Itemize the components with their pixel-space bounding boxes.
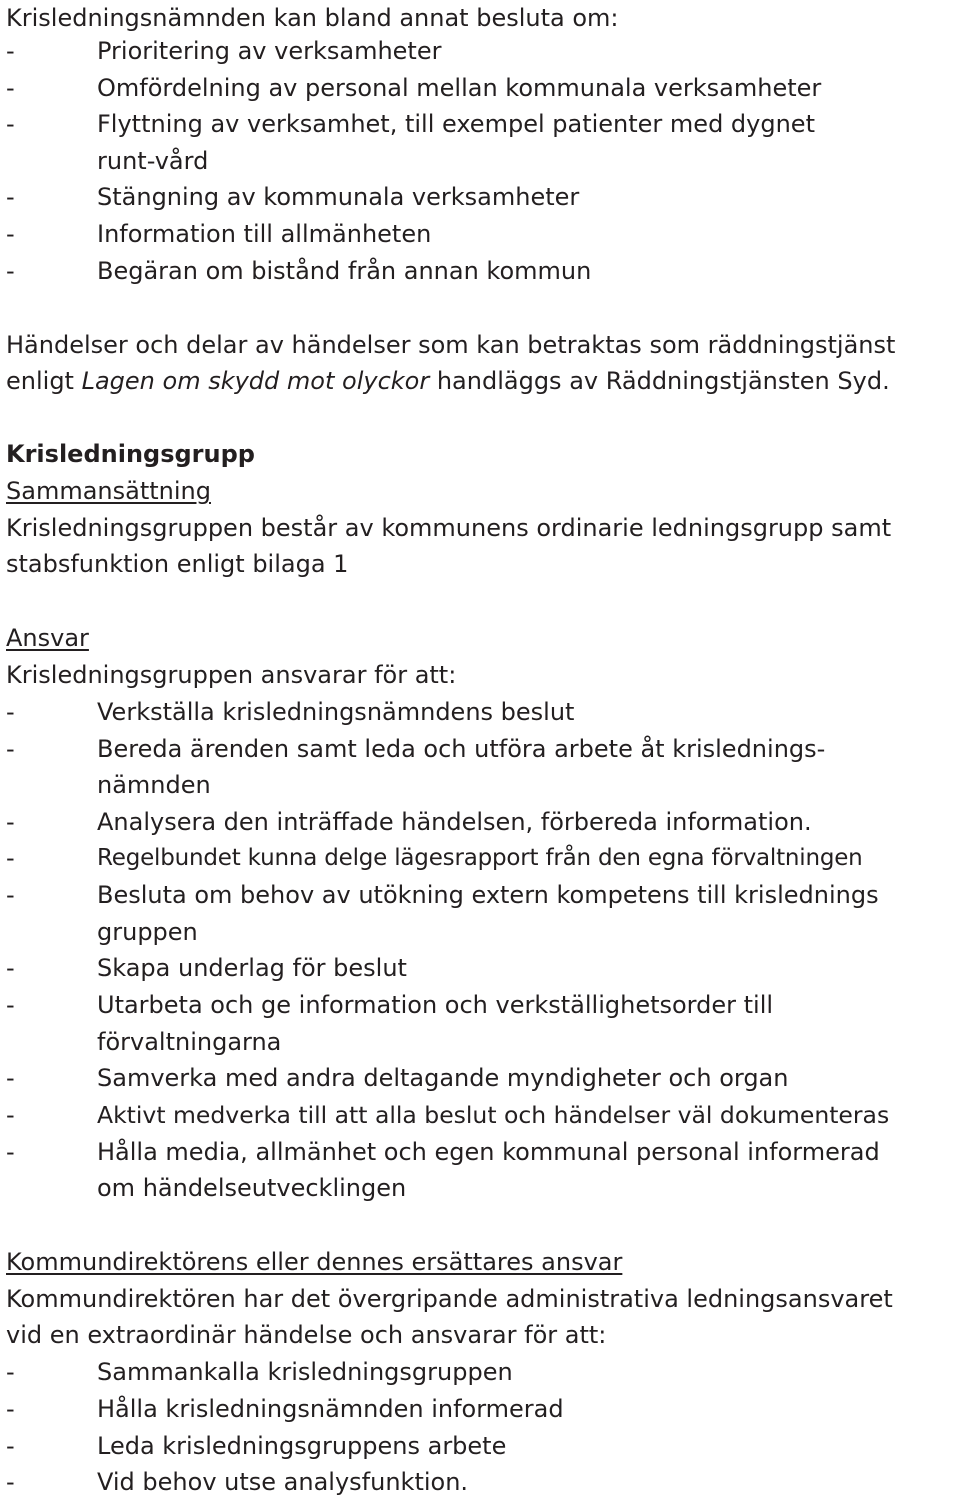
list-item-text: Besluta om behov av utökning extern kompetens till krislednings <box>97 881 879 909</box>
list-item-text: Verkställa krisledningsnämndens beslut <box>97 698 575 726</box>
list-item-text: Samverka med andra deltagande myndigheter och organ <box>97 1064 789 1092</box>
list-item <box>0 106 960 143</box>
list-item-continuation <box>0 143 960 180</box>
subheading-sammansattning: Sammansättning <box>6 477 211 505</box>
list-item <box>0 1097 960 1134</box>
list-item <box>0 1464 960 1501</box>
list-item-text: Hålla krisledningsnämnden informerad <box>97 1395 564 1423</box>
list-dash: - <box>6 881 15 909</box>
text-span: enligt <box>6 367 82 395</box>
list-item <box>0 694 960 731</box>
law-title: Lagen om skydd mot olyckor <box>81 367 430 395</box>
list-item <box>0 731 960 768</box>
list-item <box>0 1060 960 1097</box>
list-dash: - <box>6 954 15 982</box>
list-item-text: Begäran om bistånd från annan kommun <box>97 256 592 285</box>
list-dash: - <box>6 73 15 102</box>
list-dash: - <box>6 807 15 836</box>
list-item-text: Flyttning av verksamhet, till exempel patienter med dygnet <box>97 110 815 138</box>
list-item <box>0 216 960 253</box>
list-item <box>0 987 960 1024</box>
list-item-text: Aktivt medverka till att alla beslut och händelser väl dokumenteras <box>97 1101 890 1129</box>
subheading-kommundirektor: Kommundirektörens eller dennes ersättares ansvar <box>6 1248 623 1276</box>
sammansattning-line1: Krisledningsgruppen består av kommunens ordinarie ledningsgrupp samt <box>6 514 892 542</box>
ansvar-lead: Krisledningsgruppen ansvarar för att: <box>6 661 457 689</box>
list-item <box>0 1134 960 1171</box>
list-item-text: Bereda ärenden samt leda och utföra arbete åt krislednings- <box>97 734 826 763</box>
kommundirektor-line1: Kommundirektören har det övergripande administrativa ledningsansvaret <box>6 1285 893 1313</box>
list-item-text: förvaltningarna <box>97 1027 282 1056</box>
list-item-continuation <box>0 1170 960 1207</box>
intro-lead: Krisledningsnämnden kan bland annat besluta om: <box>6 4 619 32</box>
list-item-text: nämnden <box>97 771 211 799</box>
subheading-ansvar: Ansvar <box>6 624 89 652</box>
list-item <box>0 840 960 877</box>
list-item-text: gruppen <box>97 917 198 946</box>
list-item-text: om händelseutvecklingen <box>97 1174 407 1202</box>
list-dash: - <box>6 256 15 285</box>
list-dash: - <box>6 220 15 248</box>
list-item-text: Information till allmänheten <box>97 220 432 248</box>
list-dash: - <box>6 183 15 211</box>
list-item-text: Stängning av kommunala verksamheter <box>97 183 580 211</box>
list-dash: - <box>6 1468 15 1496</box>
list-item-text: Analysera den inträffade händelsen, förbereda information. <box>97 807 812 836</box>
sammansattning-line2: stabsfunktion enligt bilaga 1 <box>6 550 349 578</box>
list-dash: - <box>6 1137 15 1166</box>
list-item-text: Leda krisledningsgruppens arbete <box>97 1431 507 1460</box>
list-dash: - <box>6 1395 15 1423</box>
list-item <box>0 950 960 987</box>
section-heading: Krisledningsgrupp <box>6 440 255 468</box>
list-item <box>0 877 960 914</box>
list-item-text: Vid behov utse analysfunktion. <box>97 1468 469 1496</box>
list-item <box>0 70 960 107</box>
list-dash: - <box>6 698 15 726</box>
list-item-text: runt-vård <box>97 146 209 175</box>
list-dash: - <box>6 734 15 763</box>
list-item-continuation <box>0 1024 960 1061</box>
list-item <box>0 1391 960 1428</box>
list-item <box>0 33 960 70</box>
handelser-paragraph-line1: Händelser och delar av händelser som kan betraktas som räddningstjänst <box>6 331 896 359</box>
list-dash: - <box>6 110 15 138</box>
list-item <box>0 804 960 841</box>
list-item-text: Prioritering av verksamheter <box>97 37 442 65</box>
kommundirektor-line2: vid en extraordinär händelse och ansvarar för att: <box>6 1321 607 1349</box>
list-item <box>0 1354 960 1391</box>
list-dash: - <box>6 844 15 872</box>
text-span: handläggs av Räddningstjänsten Syd. <box>429 367 890 395</box>
list-dash: - <box>6 37 15 65</box>
list-dash: - <box>6 1101 15 1129</box>
list-item-continuation <box>0 767 960 804</box>
list-item-text: Utarbeta och ge information och verkställighetsorder till <box>97 991 774 1019</box>
list-item-text: Hålla media, allmänhet och egen kommunal personal informerad <box>97 1137 880 1166</box>
list-item <box>0 253 960 290</box>
list-item-text: Skapa underlag för beslut <box>97 954 407 982</box>
list-dash: - <box>6 1358 15 1386</box>
list-dash: - <box>6 1064 15 1092</box>
handelser-paragraph-line2 <box>6 363 890 400</box>
list-dash: - <box>6 1431 15 1460</box>
list-item <box>0 179 960 216</box>
list-dash: - <box>6 991 15 1019</box>
list-item-text: Omfördelning av personal mellan kommunala verksamheter <box>97 73 822 102</box>
list-item-continuation <box>0 914 960 951</box>
list-item-text: Regelbundet kunna delge lägesrapport från den egna förvaltningen <box>97 845 863 871</box>
list-item <box>0 1428 960 1465</box>
list-item-text: Sammankalla krisledningsgruppen <box>97 1358 513 1386</box>
